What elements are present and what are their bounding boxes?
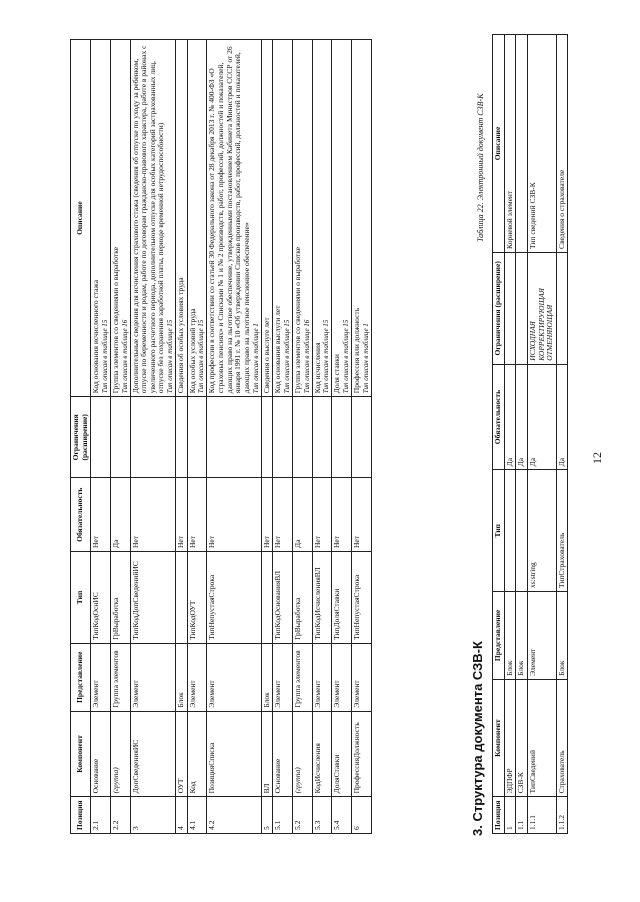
description-text: Код основания исчисленного стажа bbox=[91, 279, 101, 394]
table-row bbox=[91, 40, 111, 834]
position-cell: 4.1 bbox=[187, 797, 207, 834]
type-note: Тип описан в таблице 15 bbox=[100, 319, 109, 394]
col-header: Позиция bbox=[71, 797, 91, 834]
description-cell bbox=[516, 35, 528, 253]
type-cell bbox=[504, 470, 516, 592]
col-header: Ограничения (расширение) bbox=[71, 397, 91, 478]
type-cell: ТипКодОснИС bbox=[91, 552, 111, 644]
table-row bbox=[556, 35, 568, 834]
type-note: Тип описан в таблице 1 bbox=[251, 323, 260, 394]
representation-cell: Блок bbox=[504, 592, 516, 680]
limits-cell bbox=[312, 397, 332, 478]
table-row bbox=[187, 40, 207, 834]
type-cell bbox=[261, 552, 273, 644]
description-text: Доля ставки bbox=[332, 354, 342, 394]
representation-cell: Группа элементов bbox=[110, 643, 130, 711]
type-note: Тип описан в таблице 15 bbox=[341, 319, 350, 394]
mandatory-cell: Да bbox=[292, 478, 312, 552]
type-note: Тип описан в таблице 1 bbox=[361, 323, 370, 394]
table-row bbox=[207, 40, 261, 834]
component-cell: Основание bbox=[273, 711, 293, 797]
type-cell: ТипНепустаяСтрока bbox=[351, 552, 371, 644]
description-cell: Корневой элемент bbox=[504, 35, 516, 253]
component-cell: ПозицияСписка bbox=[207, 711, 261, 797]
limits-cell bbox=[516, 252, 528, 364]
col-header: Представление bbox=[493, 592, 505, 680]
type-note: Тип описан в таблице 15 bbox=[197, 319, 206, 394]
type-cell: ТипСтрахователь bbox=[556, 470, 568, 592]
table-row bbox=[273, 40, 293, 834]
mandatory-cell: Нет bbox=[261, 478, 273, 552]
component-cell: ЭДПФР bbox=[504, 679, 516, 797]
type-cell: ТипНепустаяСтрока bbox=[207, 552, 261, 644]
limits-cell bbox=[187, 397, 207, 478]
table-row bbox=[130, 40, 176, 834]
mandatory-cell: Нет bbox=[273, 478, 293, 552]
component-cell: СЗВ-К bbox=[516, 679, 528, 797]
table-row bbox=[351, 40, 371, 834]
col-header: Обязательность bbox=[493, 364, 505, 470]
mandatory-cell: Нет bbox=[207, 478, 261, 552]
position-cell: 4.2 bbox=[207, 797, 261, 834]
mandatory-cell: Да bbox=[110, 478, 130, 552]
table-row bbox=[292, 40, 312, 834]
representation-cell: Элемент bbox=[207, 643, 261, 711]
type-note: Тип описан в таблице 16 bbox=[120, 319, 129, 394]
col-header: Описание bbox=[493, 35, 505, 253]
description-text: Профессия или должность bbox=[351, 307, 361, 394]
representation-cell: Элемент bbox=[312, 643, 332, 711]
limits-cell: ИСХОДНАЯ КОРРЕКТИРУЮЩАЯ ОТМЕНЯЮЩАЯ bbox=[527, 252, 556, 364]
representation-cell: Элемент bbox=[273, 643, 293, 711]
description-text: Группа элементов со сведениями о выработке bbox=[110, 247, 120, 394]
col-header: Позиция bbox=[493, 797, 505, 834]
col-header: Компонент bbox=[493, 679, 505, 797]
type-cell: ТипКодИсчисленияВЛ bbox=[312, 552, 332, 644]
section-title: 3. Структура документа СЗВ-К bbox=[470, 641, 485, 836]
representation-cell: Группа элементов bbox=[292, 643, 312, 711]
attributes-table bbox=[70, 39, 372, 834]
description-text: Код особых условий труда bbox=[187, 308, 197, 394]
page-number: 12 bbox=[590, 452, 604, 464]
table-row bbox=[312, 40, 332, 834]
description-cell bbox=[187, 40, 207, 397]
mandatory-cell: Нет bbox=[332, 478, 352, 552]
description-cell bbox=[207, 40, 261, 397]
representation-cell: Элемент bbox=[130, 643, 176, 711]
component-cell: Код bbox=[187, 711, 207, 797]
representation-cell: Элемент bbox=[332, 643, 352, 711]
position-cell: 5 bbox=[261, 797, 273, 834]
description-cell bbox=[261, 40, 273, 397]
description-text: Сведения о выслуге лет bbox=[261, 317, 271, 394]
component-cell: Страхователь bbox=[556, 679, 568, 797]
representation-cell: Элемент bbox=[91, 643, 111, 711]
position-cell: 1.1.1 bbox=[527, 797, 556, 834]
position-cell: 5.4 bbox=[332, 797, 352, 834]
table-row bbox=[527, 35, 556, 834]
limits-cell bbox=[556, 252, 568, 364]
representation-cell: Элемент bbox=[527, 592, 556, 680]
component-cell: ОУТ bbox=[176, 711, 188, 797]
limits-cell bbox=[332, 397, 352, 478]
description-text: Дополнительные сведения для исчисления страхового стажа (сведения об отпуске по уходу за ребенком, отпуске по беременности и родам, работе по договорам гражданско-правового характера, работе в районах с увеличенного расчетного периода, дополнительном отпуске для особых категорий застрахованных лиц, отпуске без сохранения заработной платы, периоде временной нетрудоспособности) bbox=[130, 45, 166, 394]
limits-cell bbox=[130, 397, 176, 478]
description-cell: Сведения о страхователе bbox=[556, 35, 568, 253]
component-cell: КодИсчисления bbox=[312, 711, 332, 797]
component-cell: ВЛ bbox=[261, 711, 273, 797]
description-cell bbox=[332, 40, 352, 397]
table-row bbox=[261, 40, 273, 834]
type-note: Тип описан в таблице 15 bbox=[282, 319, 291, 394]
type-cell: ГрВыработка bbox=[292, 552, 312, 644]
mandatory-cell: Нет bbox=[91, 478, 111, 552]
limits-cell bbox=[91, 397, 111, 478]
position-cell: 2.1 bbox=[91, 797, 111, 834]
mandatory-cell: Нет bbox=[351, 478, 371, 552]
description-cell bbox=[351, 40, 371, 397]
limits-cell bbox=[292, 397, 312, 478]
description-cell bbox=[273, 40, 293, 397]
limits-cell bbox=[261, 397, 273, 478]
mandatory-cell: Да bbox=[504, 364, 516, 470]
position-cell: 1.1.2 bbox=[556, 797, 568, 834]
description-text: Код исчисления bbox=[312, 342, 322, 394]
representation-cell: Элемент bbox=[351, 643, 371, 711]
position-cell: 1.1 bbox=[516, 797, 528, 834]
component-cell: Основание bbox=[91, 711, 111, 797]
position-cell: 3 bbox=[130, 797, 176, 834]
representation-cell: Блок bbox=[176, 643, 188, 711]
representation-cell: Элемент bbox=[187, 643, 207, 711]
description-cell bbox=[130, 40, 176, 397]
position-cell: 5.3 bbox=[312, 797, 332, 834]
type-note: Тип описан в таблице 16 bbox=[302, 319, 311, 394]
limits-cell bbox=[176, 397, 188, 478]
col-header: Тип bbox=[71, 552, 91, 644]
col-header: Тип bbox=[493, 470, 505, 592]
description-cell bbox=[91, 40, 111, 397]
table-row bbox=[110, 40, 130, 834]
table-row bbox=[332, 40, 352, 834]
table-row bbox=[176, 40, 188, 834]
description-text: Код основания выслуги лет bbox=[273, 305, 283, 394]
description-text: Код профессии в соответствии со статьей 30 Федерального закона от 28 декабря 2013 г. № 400-ФЗ «О страховых пенсиях» и Списками № 1 и № 2 производств, работ, профессий, должностей и показателей, дающих право на льготное обеспечение, утвержденными постановлением Кабинета Министров СССР от 26 января 1991 г. № 10 «Об утверждении Списков производств, работ, профессий, должностей и показателей, дающих право на льготное пенсионное обеспечение» bbox=[207, 46, 251, 394]
representation-cell: Блок bbox=[261, 643, 273, 711]
col-header: Представление bbox=[71, 643, 91, 711]
type-cell: xs:string bbox=[527, 470, 556, 592]
description-cell bbox=[110, 40, 130, 397]
type-cell: ТипКодДопСведенийИС bbox=[130, 552, 176, 644]
position-cell: 2.2 bbox=[110, 797, 130, 834]
representation-cell: Блок bbox=[556, 592, 568, 680]
table-header-row bbox=[71, 40, 91, 834]
description-text: Сведения об особых условиях труда bbox=[176, 277, 186, 394]
col-header: Ограничения (расширение) bbox=[493, 252, 505, 364]
type-cell: ТипКодОУТ bbox=[187, 552, 207, 644]
mandatory-cell: Да bbox=[527, 364, 556, 470]
limits-cell bbox=[504, 252, 516, 364]
mandatory-cell: Да bbox=[516, 364, 528, 470]
component-cell: (группа) bbox=[292, 711, 312, 797]
mandatory-cell: Да bbox=[556, 364, 568, 470]
type-note: Тип описан в таблице 15 bbox=[166, 319, 175, 394]
table-header-row bbox=[493, 35, 505, 834]
description-cell bbox=[292, 40, 312, 397]
component-cell: ДоляСтавки bbox=[332, 711, 352, 797]
type-cell bbox=[176, 552, 188, 644]
position-cell: 5.1 bbox=[273, 797, 293, 834]
table-row bbox=[504, 35, 516, 834]
type-cell: ТипКодОснованияВЛ bbox=[273, 552, 293, 644]
component-cell: (группа) bbox=[110, 711, 130, 797]
mandatory-cell: Нет bbox=[130, 478, 176, 552]
limits-cell bbox=[207, 397, 261, 478]
representation-cell: Блок bbox=[516, 592, 528, 680]
position-cell: 1 bbox=[504, 797, 516, 834]
structure-table bbox=[492, 34, 568, 834]
limits-cell bbox=[351, 397, 371, 478]
table-row bbox=[516, 35, 528, 834]
type-cell: ТипДоляСтавки bbox=[332, 552, 352, 644]
limits-cell bbox=[273, 397, 293, 478]
col-header: Компонент bbox=[71, 711, 91, 797]
component-cell: ДопСведенияИС bbox=[130, 711, 176, 797]
type-cell: ГрВыработка bbox=[110, 552, 130, 644]
type-cell bbox=[516, 470, 528, 592]
position-cell: 5.2 bbox=[292, 797, 312, 834]
component-cell: ТипСведений bbox=[527, 679, 556, 797]
col-header: Описание bbox=[71, 40, 91, 397]
type-note: Тип описан в таблице 15 bbox=[322, 319, 331, 394]
limits-cell bbox=[110, 397, 130, 478]
description-cell bbox=[176, 40, 188, 397]
position-cell: 4 bbox=[176, 797, 188, 834]
col-header: Обязательность bbox=[71, 478, 91, 552]
description-cell: Тип сведений СЗВ-К bbox=[527, 35, 556, 253]
table-caption: Таблица 22. Электронный документ СЗВ-К bbox=[476, 93, 485, 242]
mandatory-cell: Нет bbox=[312, 478, 332, 552]
mandatory-cell: Нет bbox=[176, 478, 188, 552]
description-text: Группа элементов со сведениями о выработке bbox=[292, 247, 302, 394]
mandatory-cell: Нет bbox=[187, 478, 207, 552]
component-cell: ПрофессияДолжность bbox=[351, 711, 371, 797]
description-cell bbox=[312, 40, 332, 397]
position-cell: 6 bbox=[351, 797, 371, 834]
